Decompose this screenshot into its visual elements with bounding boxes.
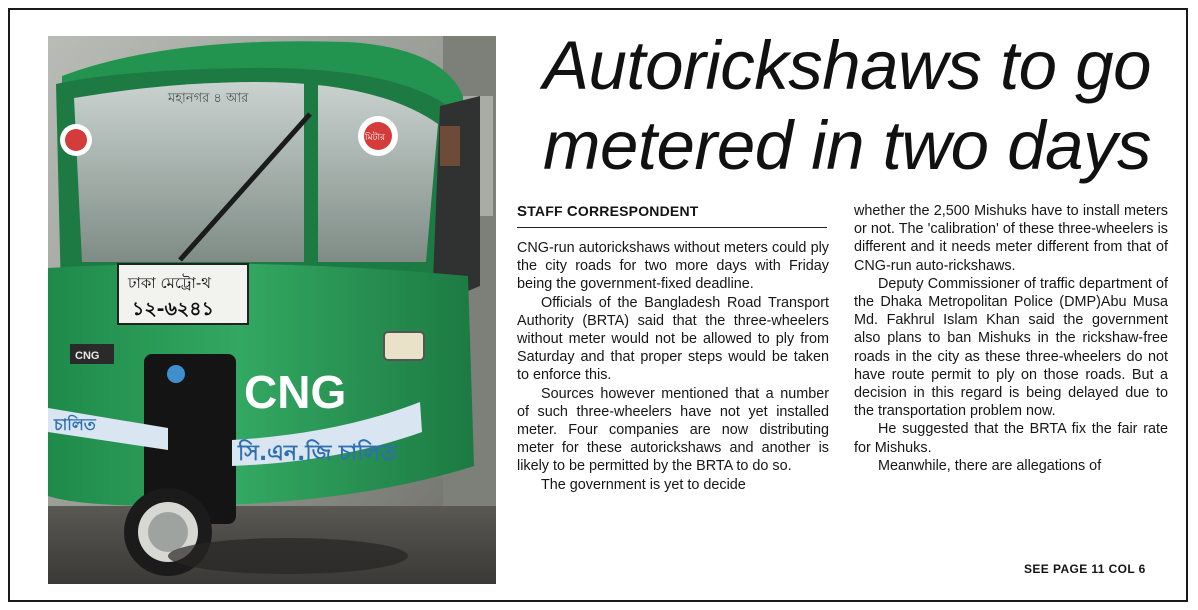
- headline: [512, 26, 1182, 186]
- col2-para-2: Deputy Commissioner of traffic department of the Dhaka Metropolitan Police (DMP)Abu Musa Md. Fakhrul Islam Khan said the government also plans to ban Mishuks in the rickshaw-free roads in the city as these three-wheelers do not have route permit to ply on those roads. But a decision in this regard is being delayed due to the transportation problem now.: [854, 275, 1168, 420]
- window-sticker: মিটার: [365, 133, 386, 143]
- headline-line-2: metered in two days: [543, 107, 1151, 184]
- plate-line-1: ঢাকা মেট্রো-থ: [128, 274, 212, 292]
- byline-rule: [517, 227, 827, 228]
- col1-para-2: Officials of the Bangladesh Road Transport Authority (BRTA) said that the three-wheelers without meter would not be allowed to ply from Saturday and that proper steps would be taken to enforce this.: [517, 294, 829, 384]
- plate-line-2: ১২-৬২৪১: [132, 298, 214, 320]
- byline-c: C: [566, 203, 578, 220]
- col2-para-4: Meanwhile, there are allegations of: [878, 457, 1102, 474]
- byline-s: S: [517, 203, 528, 220]
- headline-line-1: Autorickshaws to go: [543, 27, 1151, 104]
- body-column-2: [854, 202, 1168, 475]
- body-column-1: [517, 239, 829, 494]
- col1-para-1: CNG-run autorickshaws without meters could ply the city roads for two more days with Friday being the government-fixed deadline.: [517, 240, 829, 293]
- col2-para-1: whether the 2,500 Mishuks have to install meters or not. The 'calibration' of these three-wheelers is different and it needs meter different from that of CNG-run auto-rickshaws.: [854, 203, 1168, 274]
- byline-orrespondent: ORRESPONDENT: [577, 203, 699, 219]
- byline: [517, 203, 827, 220]
- side-text: সি.এন.জি চালিত: [238, 441, 397, 466]
- col2-para-3: He suggested that the BRTA fix the fair rate for Mishuks.: [854, 421, 1168, 456]
- byline-taff: TAFF: [527, 203, 563, 219]
- article-photo: [48, 36, 496, 584]
- windshield-text: মহানগর ৪ আর: [168, 91, 249, 106]
- small-badge: CNG: [75, 350, 100, 362]
- vehicle-label: CNG: [244, 366, 347, 418]
- col1-para-3: Sources however mentioned that a number of such three-wheelers have not yet installed meter. Four companies are now distributing meter for these autorickshaws and another is likely to be permitted by the BRTA to do so.: [517, 385, 829, 475]
- continued-jump-line[interactable]: SEE PAGE 11 COL 6: [1024, 562, 1146, 576]
- side-text-left: চালিত: [54, 415, 96, 434]
- col1-para-4: The government is yet to decide: [541, 476, 746, 493]
